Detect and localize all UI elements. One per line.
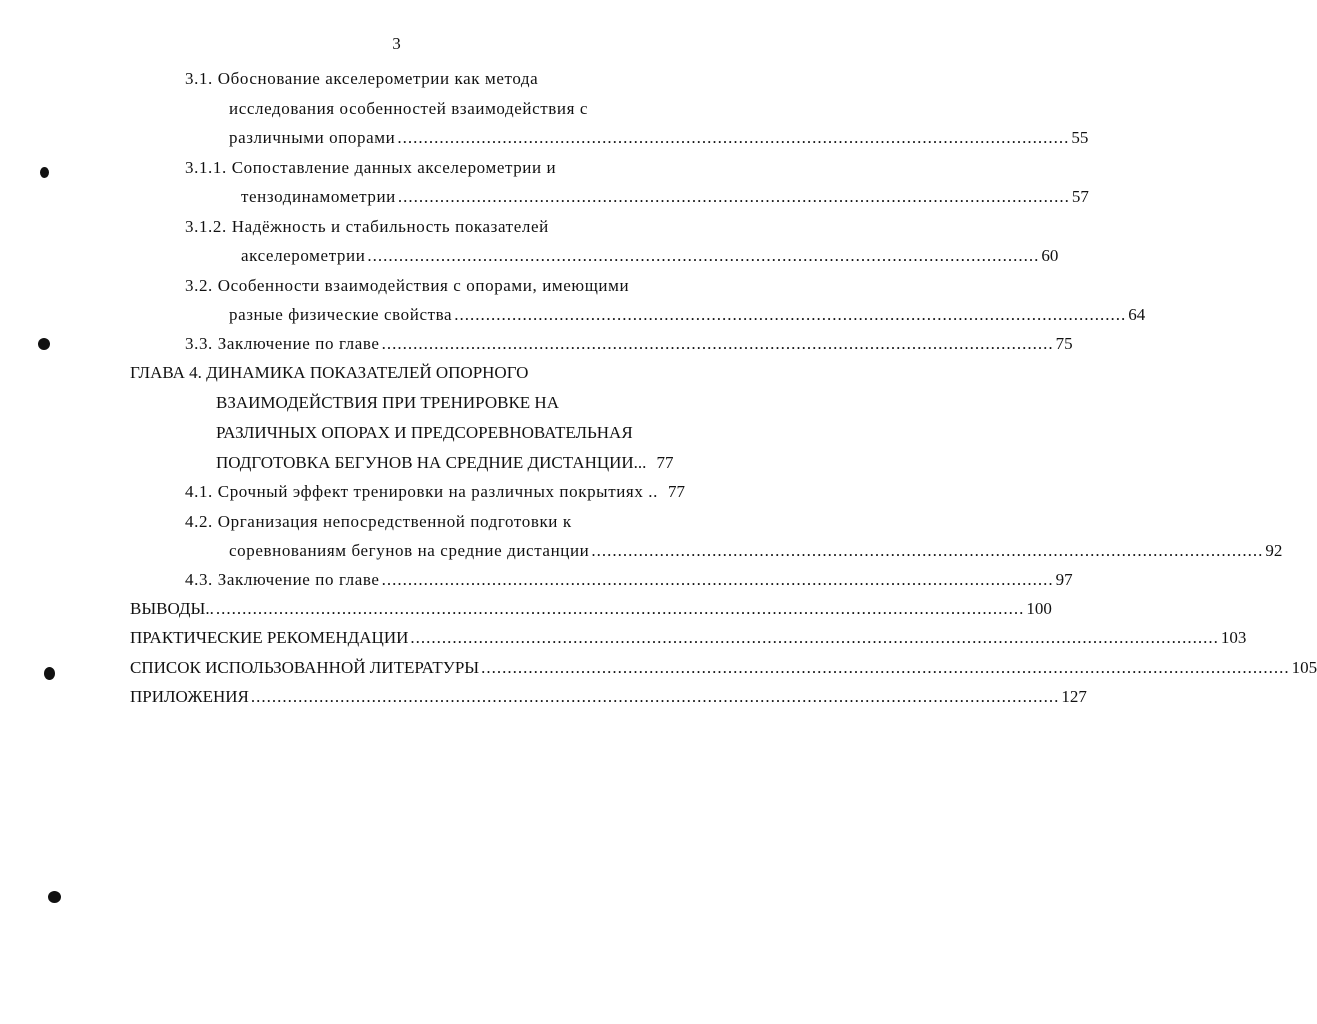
toc-entry-4-2-line1: 4.2. Организация непосредственной подготовки к [185, 512, 572, 531]
toc-entry-4-1-page: 77 [668, 482, 685, 501]
toc-entry-3-1-1-page: 57 [1071, 187, 1089, 206]
toc-entry-3-2-line1: 3.2. Особенности взаимодействия с опорами, имеющими [185, 276, 630, 295]
scan-hole-mark [40, 167, 49, 178]
toc-entry-3-1-line2: исследования особенностей взаимодействия с [229, 99, 589, 118]
dot-leader: ................................................................................................................................ [381, 570, 1054, 589]
toc-entry-3-1-1-line2: тензодинамометрии [241, 187, 396, 206]
toc-entry-3-3-title: 3.3. Заключение по главе [185, 334, 380, 353]
dot-leader: ................................................................................................................................ [367, 246, 1040, 265]
toc-chapter-4-line4: ПОДГОТОВКА БЕГУНОВ НА СРЕДНИЕ ДИСТАНЦИИ... [216, 453, 647, 472]
toc-recommendations-title: ПРАКТИЧЕСКИЕ РЕКОМЕНДАЦИИ [130, 628, 409, 647]
page-number: 3 [392, 34, 401, 53]
dot-leader: .......................................................................................................................................................... [481, 658, 1290, 677]
toc-entry-3-1-1 [241, 186, 1089, 208]
dot-leader: .......................................................................................................................................................... [215, 599, 1025, 618]
toc-entry-3-2 [229, 304, 1146, 326]
toc-entry-3-1-page: 55 [1071, 128, 1089, 147]
toc-entry-3-3-page: 75 [1055, 334, 1073, 353]
scan-hole-mark [44, 667, 55, 680]
toc-entry-4-3-page: 97 [1055, 570, 1073, 589]
toc-entry-3-1-2-line1: 3.1.2. Надёжность и стабильность показателей [185, 217, 549, 236]
toc-conclusions [130, 598, 1052, 620]
dot-leader: ................................................................................................................................ [381, 334, 1054, 353]
toc-entry-3-1 [229, 127, 1089, 149]
dot-leader: ................................................................................................................................ [397, 187, 1070, 206]
scan-hole-mark [38, 338, 50, 350]
toc-chapter-4-line1: ГЛАВА 4. ДИНАМИКА ПОКАЗАТЕЛЕЙ ОПОРНОГО [130, 363, 529, 382]
dot-leader: .......................................................................................................................................................... [410, 628, 1219, 647]
toc-entry-4-1 [185, 481, 711, 503]
dot-leader: ................................................................................................................................ [591, 541, 1264, 560]
toc-entry-3-3 [185, 333, 1073, 355]
toc-appendices-title: ПРИЛОЖЕНИЯ [130, 687, 249, 706]
toc-entry-4-2 [229, 540, 1283, 562]
toc-chapter-4-line3: РАЗЛИЧНЫХ ОПОРАХ И ПРЕДСОРЕВНОВАТЕЛЬНАЯ [216, 423, 633, 442]
toc-entry-3-1-line3: различными опорами [229, 128, 396, 147]
toc-entry-3-1-2 [241, 245, 1059, 267]
dot-leader: ................................................................................................................................ [454, 305, 1127, 324]
toc-entry-4-1-title: 4.1. Срочный эффект тренировки на различных покрытиях .. [185, 482, 658, 501]
toc-appendices [130, 686, 1087, 708]
toc-references [130, 657, 1317, 679]
toc-references-page: 105 [1291, 658, 1317, 677]
toc-entry-3-1-2-page: 60 [1041, 246, 1059, 265]
toc-chapter-4-page: 77 [656, 453, 674, 472]
toc-appendices-page: 127 [1061, 687, 1087, 706]
toc-chapter-4-line2: ВЗАИМОДЕЙСТВИЯ ПРИ ТРЕНИРОВКЕ НА [216, 393, 559, 412]
toc-entry-3-1-line1: 3.1. Обоснование акселерометрии как метода [185, 69, 539, 88]
toc-chapter-4 [216, 452, 711, 474]
toc-entry-3-2-page: 64 [1128, 305, 1146, 324]
toc-conclusions-title: ВЫВОДЫ.. [130, 599, 214, 618]
toc-recommendations [130, 627, 1247, 649]
toc-entry-4-3 [185, 569, 1073, 591]
toc-references-title: СПИСОК ИСПОЛЬЗОВАННОЙ ЛИТЕРАТУРЫ [130, 658, 480, 677]
toc-recommendations-page: 103 [1220, 628, 1247, 647]
toc-entry-4-2-line2: соревнованиям бегунов на средние дистанции [229, 541, 590, 560]
toc-entry-3-1-2-line2: акселерометрии [241, 246, 366, 265]
toc-conclusions-page: 100 [1026, 599, 1052, 618]
toc-entry-4-3-title: 4.3. Заключение по главе [185, 570, 380, 589]
scan-hole-mark [48, 891, 61, 903]
dot-leader: .......................................................................................................................................................... [250, 687, 1060, 706]
toc-entry-3-1-1-line1: 3.1.1. Сопоставление данных акселерометрии и [185, 158, 557, 177]
toc-entry-3-2-line2: разные физические свойства [229, 305, 453, 324]
toc-entry-4-2-page: 92 [1265, 541, 1283, 560]
dot-leader: ................................................................................................................................ [397, 128, 1070, 147]
